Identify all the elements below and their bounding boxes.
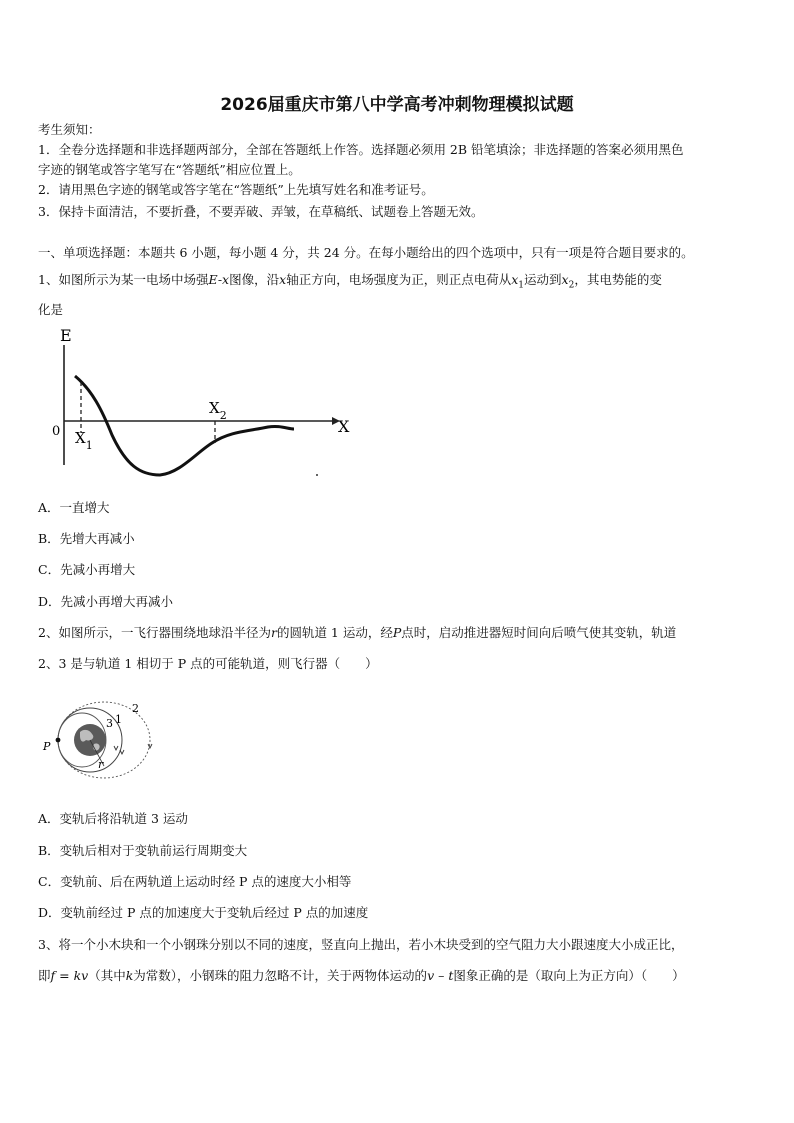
section-heading: 一、单项选择题：本题共 6 小题，每小题 4 分，共 24 分。在每小题给出的四个选项中，只有一项是符合题目要求的。 <box>38 245 694 260</box>
q2-option-c: C．变轨前、后在两轨道上运动时经 P 点的速度大小相等 <box>38 874 352 889</box>
r-label: r <box>98 758 104 771</box>
p-label: P <box>43 740 51 753</box>
notice-item-1: 1．全卷分选择题和非选择题两部分，全部在答题纸上作答。选择题必须用 2B 铅笔填涂；非选择题的答案必须用黑色 <box>38 142 684 157</box>
q2-stem-cont: 2、3 是与轨道 1 相切于 P 点的可能轨道，则飞行器（ ） <box>38 656 378 671</box>
orbit-3-label: 3 <box>106 717 113 730</box>
exam-title: 2026届重庆市第八中学高考冲刺物理模拟试题 <box>220 95 574 115</box>
q3-stem-cont: 即f = kv（其中k为常数），小钢珠的阻力忽略不计，关于两物体运动的v – t图象正确的是（取向上为正方向）（ ） <box>38 968 685 983</box>
notice-item-1-cont: 字迹的钢笔或答字笔写在“答题纸”相应位置上。 <box>38 162 301 177</box>
ex-symbol: E-x <box>208 272 230 287</box>
point-p <box>56 738 61 743</box>
e-axis-label: E <box>60 326 72 345</box>
origin-label: 0 <box>52 424 61 439</box>
q2-stem: 2、如图所示，一飞行器围绕地球沿半径为r的圆轨道 1 运动，经P点时，启动推进器短时间向后喷气使其变轨，轨道 <box>38 625 677 640</box>
ex-graph <box>40 325 370 485</box>
orbit-diagram <box>40 700 160 790</box>
notice-heading: 考生须知： <box>38 122 101 137</box>
notice-item-2: 2．请用黑色字迹的钢笔或答字笔在“答题纸”上先填写姓名和准考证号。 <box>38 182 434 197</box>
x1-label: $X_1$ <box>75 429 93 452</box>
stray-dot <box>316 474 318 476</box>
drag-formula: f = kv <box>50 968 89 983</box>
q1-option-c: C．先减小再增大 <box>38 562 136 577</box>
q1-option-a: A．一直增大 <box>38 500 110 515</box>
x-axis-label: X <box>338 417 350 436</box>
orbit-2-label: 2 <box>132 702 139 715</box>
q1-stem-cont: 化是 <box>38 302 64 317</box>
notice-item-3: 3．保持卡面清洁，不要折叠，不要弄破、弄皱，在草稿纸、试题卷上答题无效。 <box>38 204 484 219</box>
q1-option-b: B．先增大再减小 <box>38 531 135 546</box>
q2-option-d: D．变轨前经过 P 点的加速度大于变轨后经过 P 点的加速度 <box>38 905 369 920</box>
q1-stem: 1、如图所示为某一电场中场强E-x图像，沿x轴正方向，电场强度为正，则正点电荷从$x_1$运动到$x_2$，其电势能的变 <box>38 272 662 291</box>
q3-stem: 3、将一个小木块和一个小钢珠分别以不同的速度，竖直向上抛出，若小木块受到的空气阻力大小跟速度大小成正比， <box>38 937 684 952</box>
q2-option-a: A．变轨后将沿轨道 3 运动 <box>38 811 188 826</box>
orbit-1-label: 1 <box>115 713 122 726</box>
q2-option-b: B．变轨后相对于变轨前运行周期变大 <box>38 843 248 858</box>
x2-label: $X_2$ <box>209 399 227 422</box>
field-curve <box>75 376 294 475</box>
q1-option-d: D．先减小再增大再减小 <box>38 594 174 609</box>
